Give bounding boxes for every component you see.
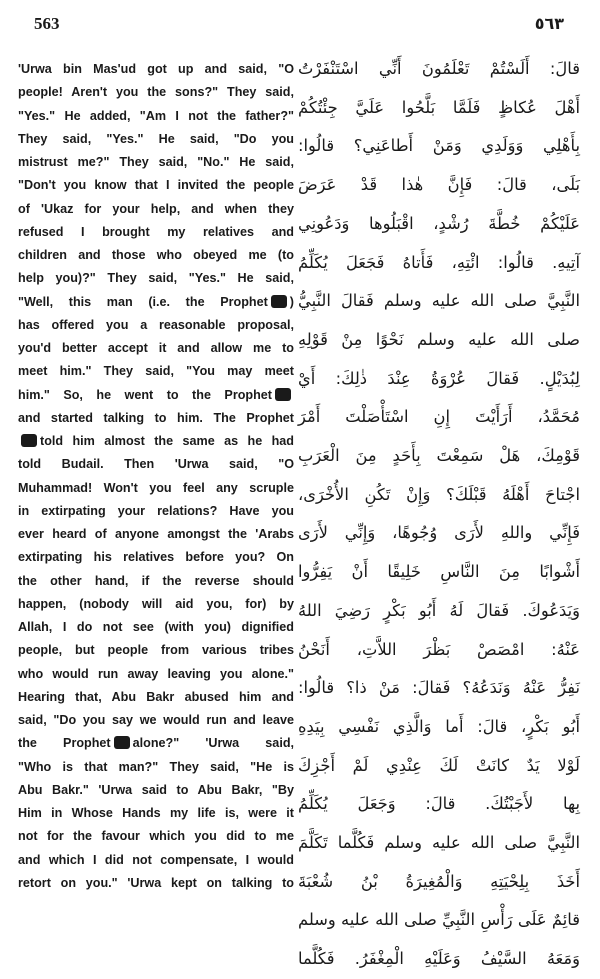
english-line-text: people! Aren't you the sons?" They said, bbox=[18, 85, 294, 100]
english-line bbox=[18, 546, 294, 569]
english-line-text: They said, "Yes." He said, "Do you bbox=[18, 131, 294, 146]
english-line-text: him." So, he went to the Prophet bbox=[18, 387, 272, 402]
page-number-right: ٥٦٣ bbox=[534, 14, 564, 33]
english-line-text: said, "Do you say we would run and leave bbox=[18, 713, 294, 727]
english-line bbox=[18, 756, 294, 779]
english-line-text: and started talking to him. The Prophet bbox=[18, 410, 294, 425]
english-line-text: of 'Ukaz for your help, and when they bbox=[18, 201, 294, 216]
arabic-line: وَمَعَهُ السَّيْفُ وَعَلَيْهِ الْمِغْفَرُ. فَكُلَّما bbox=[298, 949, 580, 969]
english-line-text: Abu Bakr." 'Urwa said to Abu Bakr, "By bbox=[18, 782, 294, 797]
arabic-line: صلى الله عليه وسلم نَحْوًا مِنْ قَوْلِهِ bbox=[298, 329, 580, 349]
english-line-text-after: alone?" 'Urwa said, bbox=[132, 736, 295, 751]
english-line bbox=[18, 430, 294, 453]
english-line-text: "Who is that man?" They said, "He is bbox=[18, 759, 294, 774]
english-line-text: meet him." They said, "You may meet bbox=[18, 364, 294, 379]
english-line bbox=[18, 267, 294, 290]
english-line bbox=[18, 58, 294, 81]
english-line bbox=[18, 802, 294, 825]
english-line bbox=[18, 570, 294, 593]
arabic-line: مُحَمَّدُ، أَرَأَيْتَ إِنِ اسْتَأْصَلْتَ أَمْرَ bbox=[298, 407, 580, 427]
english-line-text: help you)?" They said, "Yes." He said, bbox=[18, 271, 294, 286]
prophet-salutation-seal-icon bbox=[114, 736, 130, 749]
english-line bbox=[18, 779, 294, 802]
english-line bbox=[18, 105, 294, 128]
arabic-line: فَإِنِّي واللهِ لأَرَى وُجُوهًا، وَإِنِّي لأَرَى bbox=[298, 523, 580, 543]
english-line-text: you'd better accept it and allow me to bbox=[18, 341, 294, 355]
english-line-text: in extirpating your relations? Have you bbox=[18, 503, 294, 518]
english-line-text: "Don't you know that I invited the people bbox=[18, 178, 294, 193]
english-line-text: has offered you a reasonable proposal, bbox=[18, 317, 294, 332]
english-line-text: "Yes." He added, "Am I not the father?" bbox=[18, 108, 294, 123]
arabic-line: قائِمٌ عَلَى رَأْسِ النَّبِيِّ صلى الله عليه وسلم bbox=[298, 910, 580, 930]
english-line-text: children and those who obeyed me (to bbox=[18, 248, 294, 262]
english-line bbox=[18, 639, 294, 662]
english-line bbox=[18, 686, 294, 709]
english-line bbox=[18, 709, 294, 732]
english-line bbox=[18, 616, 294, 639]
arabic-line: أَخَذَ بِلِحْيَتِهِ وَالْمُغِيرَةُ بْنُ شُعْبَةَ bbox=[298, 871, 580, 891]
english-line-text: the Prophet bbox=[18, 736, 111, 751]
arabic-line: قَوْمِكَ، هَلْ سَمِعْتَ بِأَحَدٍ مِنَ الْعَرَبِ bbox=[298, 446, 580, 466]
arabic-line: أَهْلَ عُكاظٍ فَلَمَّا بَلَّحُوا عَلَيَّ جِئْتُكُمْ bbox=[298, 97, 580, 117]
english-line bbox=[18, 291, 294, 314]
arabic-line: لَوْلا يَدٌ كانَتْ لَكَ عِنْدِي لَمْ أَجْزِكَ bbox=[298, 755, 580, 775]
arabic-line: بِها لأَجَبْتُكَ. قالَ: وَجَعَلَ يُكَلِّمُ bbox=[298, 794, 580, 814]
english-line bbox=[18, 244, 294, 267]
english-line-text: happen, (nobody will aid you, for) by bbox=[18, 596, 294, 611]
arabic-line: بِأَهْلِي وَوَلَدِي وَمَنْ أَطاعَنِي؟ قالُوا: bbox=[298, 136, 580, 156]
english-line-text: "Well, this man (i.e. the Prophet bbox=[18, 294, 268, 309]
english-line bbox=[18, 174, 294, 197]
arabic-line: اجْتاحَ أَهْلَهُ قَبْلَكَ؟ وَإِنْ تَكُنِ الأُخْرَى، bbox=[298, 484, 580, 504]
english-line bbox=[18, 523, 294, 546]
arabic-line: نَفِرُّ عَنْهُ وَنَدَعُهُ؟ فَقالَ: مَنْ ذا؟ قالُوا: bbox=[298, 678, 580, 698]
english-line bbox=[18, 81, 294, 104]
arabic-line: آتِيهِ. قالُوا: ائْتِهِ، فَأَتاهُ فَجَعَلَ يُكَلِّمُ bbox=[298, 252, 580, 272]
arabic-line: أَبُو بَكْرٍ، قالَ: أَما وَالَّذِي نَفْسِي بِيَدِهِ bbox=[298, 716, 580, 736]
english-line-text: retort on you." 'Urwa kept on talking to bbox=[18, 875, 294, 890]
english-line bbox=[18, 128, 294, 151]
arabic-line: أَشْوابًا مِنَ النَّاسِ خَلِيقًا أَنْ يَفِرُّوا bbox=[298, 562, 580, 582]
english-line bbox=[18, 849, 294, 872]
english-line-text-after: ) bbox=[289, 294, 294, 309]
english-line-text: told Budail. Then 'Urwa said, "O bbox=[18, 457, 294, 472]
arabic-line: عَلَيْكُمْ خُطَّةَ رُشْدٍ، اقْبَلُوها وَدَعُونِي bbox=[298, 213, 580, 233]
arabic-line: لِبُدَيْلٍ. فَقالَ عُرْوَةُ عِنْدَ ذٰلِكَ: أَيْ bbox=[298, 368, 580, 388]
english-translation-column bbox=[18, 58, 294, 895]
english-line bbox=[18, 337, 294, 360]
english-line bbox=[18, 477, 294, 500]
english-line bbox=[18, 593, 294, 616]
arabic-line: النَّبِيَّ صلى الله عليه وسلم فَقالَ النَّبِيُّ bbox=[298, 291, 580, 311]
english-line bbox=[18, 663, 294, 686]
english-line-text: Muhammad! Won't you feel any scruple bbox=[18, 480, 294, 495]
arabic-text-column bbox=[298, 50, 580, 979]
english-line-text: Hearing that, Abu Bakr abused him and bbox=[18, 689, 294, 704]
arabic-line: عَنْهُ: امْصَصْ بَظْرَ اللاَّتِ، أَنَحْنُ bbox=[298, 639, 580, 659]
english-line bbox=[18, 151, 294, 174]
arabic-line: النَّبِيَّ صلى الله عليه وسلم فَكُلَّما تَكَلَّمَ bbox=[298, 833, 580, 853]
english-line bbox=[18, 221, 294, 244]
english-line bbox=[18, 825, 294, 848]
english-line-text: ever heard of anyone amongst the 'Arabs bbox=[18, 527, 294, 541]
prophet-salutation-seal-icon bbox=[271, 295, 287, 308]
english-line-text: the other hand, if the reverse should bbox=[18, 573, 294, 588]
english-line-text: Allah, I do not see (with you) dignified bbox=[18, 620, 294, 634]
english-line bbox=[18, 732, 294, 755]
english-line-text: mistrust me?" They said, "No." He said, bbox=[18, 155, 294, 169]
english-line-text: extirpating his relatives before you? On bbox=[18, 550, 294, 565]
english-line bbox=[18, 360, 294, 383]
english-line-text: who would run away leaving you alone." bbox=[18, 666, 294, 681]
arabic-line: بَلَى، قالَ: فَإِنَّ هٰذا قَدْ عَرَضَ bbox=[298, 175, 580, 195]
english-line-text: Him in Whose Hands my life is, were it bbox=[18, 806, 294, 820]
english-line bbox=[18, 198, 294, 221]
english-line bbox=[18, 407, 294, 430]
english-line-text: refused I brought my relatives and bbox=[18, 224, 294, 239]
prophet-salutation-seal-icon bbox=[275, 388, 291, 401]
arabic-line: قالَ: أَلَسْتُمْ تَعْلَمُونَ أَنِّي اسْتَنْفَرْتُ bbox=[298, 59, 580, 78]
prophet-salutation-seal-icon bbox=[21, 434, 37, 447]
arabic-line: وَيَدَعُوكَ. فَقالَ لَهُ أَبُو بَكْرٍ رَضِيَ اللهُ bbox=[298, 600, 580, 620]
english-line-text: people, but people from various tribes bbox=[18, 643, 294, 658]
english-line bbox=[18, 453, 294, 476]
english-line-text: not for the favour which you did to me bbox=[18, 829, 294, 844]
english-line bbox=[18, 314, 294, 337]
english-line-text: and which I did not compensate, I would bbox=[18, 852, 294, 867]
page-number-left: 563 bbox=[34, 14, 60, 33]
english-line bbox=[18, 500, 294, 523]
english-line bbox=[18, 384, 294, 407]
english-line-text: 'Urwa bin Mas'ud got up and said, "O bbox=[18, 62, 294, 76]
english-line-text-after: told him almost the same as he had bbox=[40, 434, 294, 448]
